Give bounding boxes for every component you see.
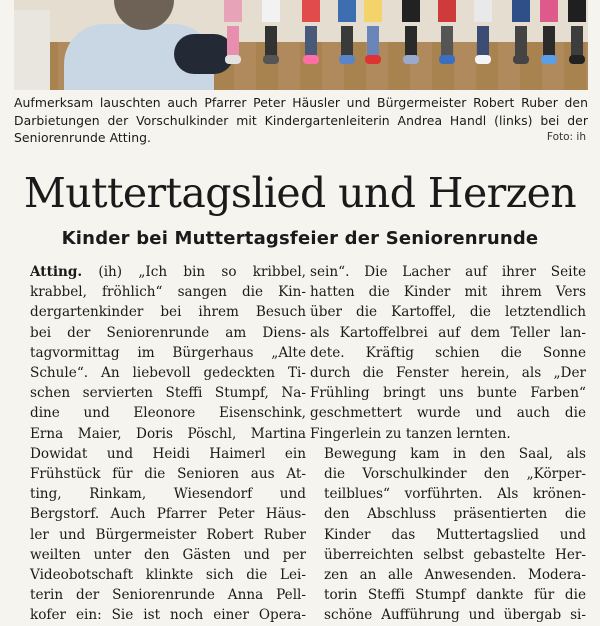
article-line: zen an alle Anwesenden. Modera- [324, 567, 586, 584]
article-line: kofer ein: Sie ist noch einer Opera- [30, 607, 306, 624]
article-line: überreichten selbst gebastelte Her- [324, 546, 586, 563]
article-line: dergartenkinder bei ihrem Besuch [30, 304, 306, 321]
photo-child-legs [440, 0, 454, 64]
article-subheadline: Kinder bei Muttertagsfeier der Seniorenrunde [61, 228, 539, 249]
article-line: die Vorschulkinder den „Körper- [324, 466, 586, 483]
photo-child-legs [514, 0, 528, 64]
photo-child-legs [304, 0, 318, 64]
photo-child-legs [264, 0, 278, 64]
photo-child-legs [570, 0, 584, 64]
article-line: Fingerlein zu tanzen lernten. [310, 425, 511, 442]
article-line: sein“. Die Lacher auf ihrer Seite [310, 264, 586, 280]
article-line: Frühling bringt uns bunte Farben“ [310, 385, 586, 402]
article-line: dete. Kräftig schien die Sonne [310, 344, 586, 361]
article-line: Frühstück für die Senioren aus At- [30, 466, 306, 483]
article-line: über die Kartoffel, die letztendlich [310, 304, 586, 321]
photo-credit: Foto: ih [546, 131, 586, 143]
article-headline: Muttertagslied und Herzen [23, 169, 577, 217]
photo-child-legs [226, 0, 240, 64]
article-line: durch die Fenster herein, als „Der [310, 365, 586, 382]
article-line: schen servierten Steffi Stumpf, Na- [30, 385, 306, 402]
article-line: torin Steffi Stumpf dankte für die [324, 587, 586, 604]
article-line: Bewegung kam in den Saal, als [324, 445, 586, 462]
photo-child-legs [340, 0, 354, 64]
article-line: hatten die Kinder mit ihrem Vers [310, 284, 586, 301]
article-line: Videobotschaft klinkte sich die Lei- [30, 567, 306, 584]
article-column-left [30, 262, 306, 626]
article-line: geschmettert wurde und auch die [310, 405, 586, 422]
article-line: Kinder das Muttertagslied und [324, 526, 586, 543]
article-line: Erna Maier, Doris Pöschl, Martina [30, 425, 306, 442]
article-line: Bergstorf. Auch Pfarrer Peter Häus- [30, 506, 306, 523]
article-dateline: Atting. [30, 264, 83, 280]
article-line: Schule“. An liebevoll gedeckten Ti- [30, 365, 306, 382]
article-line: den Abschluss präsentierten die [324, 506, 586, 523]
article-line: teilblues“ vorführten. Als krönen- [324, 486, 586, 503]
article-line: terin der Seniorenrunde Anna Pell- [30, 587, 306, 604]
article-line: krabbel, fröhlich“ sangen die Kin- [30, 284, 306, 301]
photo-child-legs [476, 0, 490, 64]
article-line: weilten unter den Gästen und per [30, 546, 306, 563]
photo-chair [14, 10, 50, 90]
article-photo [14, 0, 588, 90]
article-line: ler und Bürgermeister Robert Ruber [30, 526, 306, 543]
article-paragraph [310, 444, 586, 626]
photo-child-legs [404, 0, 418, 64]
article-paragraph [30, 262, 306, 626]
article-line: ting, Rinkam, Wiesendorf und [30, 486, 306, 503]
article-line: schöne Aufführung und übergab si- [324, 607, 586, 624]
photo-seated-man [54, 0, 224, 90]
photo-caption: Aufmerksam lauschten auch Pfarrer Peter Häusler und Bürgermeister Robert Ruber den Darbietungen der Vorschulkinder mit Kindergartenleiterin Andrea Handl (links) bei der Seniorenrunde Atting. [14, 95, 588, 145]
article-line: als Kartoffelbrei auf dem Teller lan- [310, 324, 586, 341]
article-paragraph [310, 262, 586, 444]
photo-child-legs [366, 0, 380, 64]
article-line: Dowidat und Heidi Haimerl ein [30, 445, 306, 462]
article-line: bei der Seniorenrunde am Diens- [30, 324, 306, 341]
photo-child-legs [542, 0, 556, 64]
article-column-right [310, 262, 586, 626]
article-line: tagvormittag im Bürgerhaus „Alte [30, 344, 306, 361]
article-line-text: (ih) „Ich bin so kribbel, [82, 264, 306, 280]
article-line: dine und Eleonore Eisenschink, [30, 405, 306, 422]
article-line [30, 262, 306, 282]
